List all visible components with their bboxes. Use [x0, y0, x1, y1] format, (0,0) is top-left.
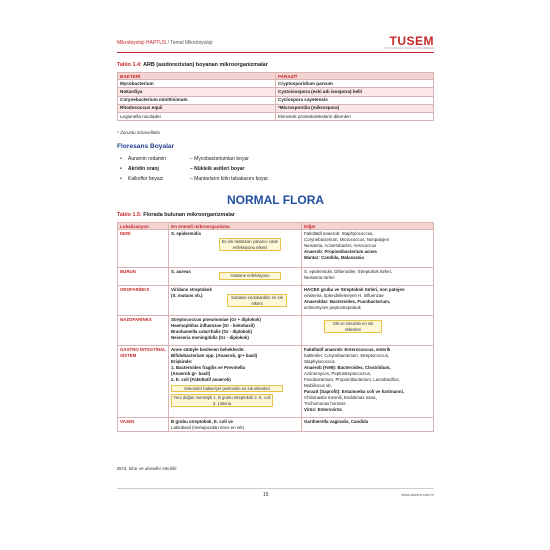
page-header [117, 36, 434, 53]
other-cell [302, 418, 434, 432]
organism-line: Bifidobacterium spp. (Anaerob, gr+ basil) [171, 352, 258, 358]
table-cell: Ekinokok protoskolekslerin dikenleri [276, 112, 434, 120]
table-row [118, 80, 434, 88]
other-line: Mantar: Candida, Malassezia [304, 254, 364, 260]
organism-line: Erişkinde: [171, 358, 193, 364]
other-line: Actinomyces, Peptostreptococcus, [304, 370, 372, 376]
table2-footnote: BOS, İdrar ve alveoller sterildir. [117, 466, 178, 471]
column-header-location: Lokalizasyon [118, 223, 169, 230]
organism-line: Haemophilus influenzae (Gr - kokobasil) [171, 322, 255, 328]
table-row [118, 268, 434, 286]
callout-note: Subakut endokarditin en sık etkeni [227, 294, 287, 307]
other-line: S. epidermidis, Difteroidler, Streptokok türleri, [304, 268, 393, 274]
dye-name: Auramin rodamin [128, 156, 167, 162]
table-row [118, 88, 434, 96]
bullet-icon: • [120, 156, 122, 162]
organism-line: (Anaerob gr- basil) [171, 370, 211, 376]
dye-description: – Mycobacteriumları boyar [190, 156, 249, 162]
table-cell: Cystoisospora (eski adı isospora) belli [276, 88, 434, 96]
breadcrumb-book: Mikrobiyoloji HAPTUS [117, 40, 167, 46]
list-item [120, 154, 269, 164]
normal-flora-table [117, 222, 434, 432]
table-cell: Rhodococcus equii [118, 104, 276, 112]
table-cell: Legionella micdadei [118, 112, 276, 120]
organism-line: Viridans streptokok [171, 286, 212, 292]
table-row [118, 112, 434, 120]
table2-caption-number: Tablo 1.5: [117, 212, 142, 218]
table1-caption-text: ARB (asidorezistan) boyanan mikroorganizmalar [143, 62, 268, 68]
footer-url: www.tusem.com.tr [401, 492, 434, 497]
column-header-bakteri: BAKTERİ [118, 73, 276, 80]
list-item [120, 174, 269, 184]
breadcrumb [117, 40, 213, 46]
organism-line: (S. mutans vb.) [171, 292, 203, 298]
arb-table [117, 72, 434, 121]
fluorescent-section-title: Floresans Boyalar [117, 143, 175, 150]
table-cell: Cryptosporidium parvum [276, 80, 434, 88]
other-line: Mobilincus vb. [304, 382, 332, 388]
table-row [118, 346, 434, 418]
organism-line: Laktobasil (menapozdan önce en sık) [171, 424, 244, 430]
callout-note: Yeni doğan menenjiti 1. B grubu streptokok 2. E. coli 3. Listeria [171, 394, 273, 407]
organism-line: Anne sütüyle beslenen bebeklerde: [171, 346, 245, 352]
organism-line: Branhamella catarrhalis (Gr - diplokok) [171, 328, 253, 334]
bullet-icon: • [120, 176, 122, 182]
table-cell: *Microsporidia (mikrospora) [276, 104, 434, 112]
organism-cell [169, 230, 302, 268]
table-cell: Nokardiya [118, 88, 276, 96]
callout-note: En sık rastlanan yabancı cisim enfeksiyonu etkeni [219, 238, 281, 251]
organism-line: Streptococcus pneumoniae (Gr + diplokok) [171, 316, 261, 322]
other-line: Parazit (Saprofit): Entamoeba coli ve hartmanni, [304, 388, 405, 394]
breadcrumb-chapter: / Temel Mikrobiyoloji [167, 40, 213, 46]
table-cell: Mycobacterium [118, 80, 276, 88]
other-cell [302, 316, 434, 346]
other-line: bakteriler, Corynebacterium, Streptococcus, [304, 352, 390, 358]
table1-caption-number: Tablo 1.4: [117, 62, 142, 68]
other-line: Gardnerella vaginalis, Candida [304, 418, 369, 424]
table-row [118, 96, 434, 104]
other-line: Neisseria türleri [304, 274, 335, 280]
table-header-row [118, 73, 434, 80]
other-cell [302, 346, 434, 418]
table2-caption [117, 212, 235, 218]
table-row [118, 286, 434, 316]
organism-line: 2. E. coli (Fakültatif anaerob) [171, 376, 231, 382]
other-line: Fusobacterium, Propionibacterium, Lactobacillus, [304, 376, 400, 382]
table-row [118, 230, 434, 268]
other-line: Anaeroblar: Bacteroides, Fusobacterium, [304, 298, 391, 304]
normal-flora-heading: NORMAL FLORA [226, 193, 325, 207]
tusem-logo: TUSEM [389, 34, 434, 48]
bullet-icon: • [120, 166, 122, 172]
callout-note: Sekonder bakteriyel peritonitin en sık etkenleri [171, 385, 283, 393]
other-line: Corynebacterium, Micrococcus, Nonpatojen [304, 236, 390, 242]
other-line: Fakültatif anaerob: Staphylococcus, [304, 230, 374, 236]
other-cell [302, 286, 434, 316]
other-line: HACEK grubu ve Streptokok türleri, non patojen [304, 286, 405, 292]
dye-description: – Nükleik asitleri boyar [190, 166, 245, 172]
location-cell: DERİ [118, 230, 169, 268]
column-header-other: Diğer [302, 223, 434, 230]
other-line: Staphylococcus [304, 358, 335, 364]
organism-line: B grubu streptokok, E. coli ve [171, 418, 233, 424]
location-cell: OROFARİNKS [118, 286, 169, 316]
tusem-logo-subtitle: TIPTA UZMANLIK SINAVI EĞİTİM MERKEZİ [384, 47, 434, 50]
other-line: Trichomonas hominis [304, 400, 346, 406]
page-number: 15 [263, 492, 269, 498]
other-line: Fakültatif anaerob: Enterococcus, enterik [304, 346, 391, 352]
location-cell: BURUN [118, 268, 169, 286]
dye-name: Akridin oranj [128, 166, 159, 172]
column-header-most-important: En önemli mikroorganizma [169, 223, 302, 230]
organism-line: S. epidermidis [171, 230, 202, 236]
organism-cell [169, 316, 302, 346]
other-line: Neisseria, Acinetobacter, Aerococcus [304, 242, 377, 248]
organism-cell [169, 268, 302, 286]
location-cell: NAZOFARİNKS [118, 316, 169, 346]
dye-name: Kalkoflor beyazı [128, 176, 164, 182]
other-cell [302, 268, 434, 286]
organism-line: Neisseria meningitidis (Gr - diplokok) [171, 334, 249, 340]
organism-line: 1. Bacteroides fragilis ve Prevotella [171, 364, 245, 370]
dye-description: – Mantarların kitin tabakasını boyar. [190, 176, 270, 182]
table1-caption [117, 62, 268, 68]
other-line: Chilomastix mesnili, Endolimax nana, [304, 394, 377, 400]
other-line: Virüs: Enterovirüs [304, 406, 342, 412]
callout-note: Otit ve sinüzitin en sık etkenleri [324, 320, 382, 333]
organism-cell [169, 346, 302, 418]
table1-note: * Zorunlu intrasellüler [117, 130, 161, 135]
other-line: actinomyces peptostreptokok [304, 304, 361, 310]
table-row [118, 316, 434, 346]
list-item [120, 164, 269, 174]
organism-line: S. aureus [171, 268, 191, 274]
callout-note: Hastane enfeksiyonu [219, 272, 281, 280]
page-footer [117, 488, 434, 497]
other-line: Anaerob (%99): Bacteroides, Clostridium, [304, 364, 391, 370]
other-line: Anaerob: Propionibacterium acnes [304, 248, 377, 254]
organism-cell [169, 418, 302, 432]
column-header-parazit: PARAZİT [276, 73, 434, 80]
location-cell: GASTRO İNTESTİNAL SİSTEM [118, 346, 169, 418]
table-cell: Cyclospora cayetensis [276, 96, 434, 104]
organism-cell [169, 286, 302, 316]
other-cell [302, 230, 434, 268]
table-header-row [118, 223, 434, 230]
table2-caption-text: Florada bulunan mikroorganizmalar [143, 212, 235, 218]
table-cell: Corynebacterium minittisimum [118, 96, 276, 104]
table-row [118, 418, 434, 432]
other-line: neisseria, tiplendirilemeyen H. influenzae [304, 292, 384, 298]
location-cell: VAJEN [118, 418, 169, 432]
table-row [118, 104, 434, 112]
fluorescent-list [120, 154, 269, 184]
